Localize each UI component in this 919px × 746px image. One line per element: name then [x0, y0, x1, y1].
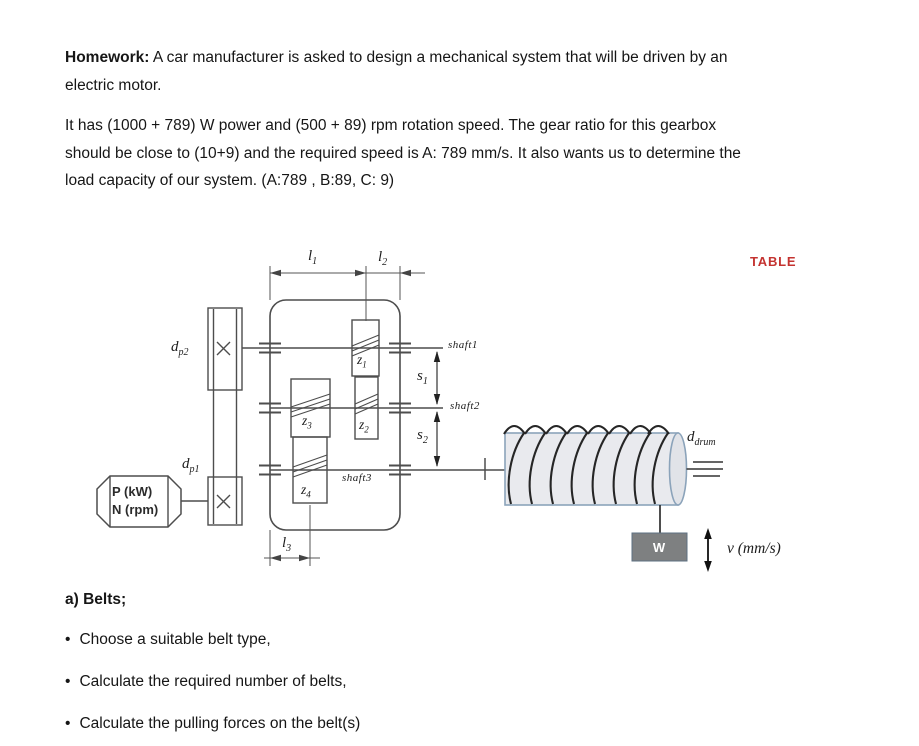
homework-label: Homework:	[65, 49, 150, 66]
dimension-l1-l2	[270, 266, 425, 321]
label-l2: $l_2$	[378, 249, 388, 268]
pulley-dp1-center-mark	[217, 495, 230, 508]
bullet-marker: •	[65, 715, 71, 732]
label-z2: $z_2$	[359, 417, 369, 435]
bullet-text: Calculate the required number of belts,	[79, 673, 347, 690]
dimension-l3	[264, 505, 320, 566]
motor-label	[112, 483, 158, 519]
motor-speed: N (rpm)	[112, 502, 159, 517]
label-l3: $l_3$	[282, 535, 292, 554]
drum-end-cap	[670, 433, 687, 505]
bearing-symbols	[259, 344, 411, 475]
label-velocity: v (mm/s)	[727, 540, 781, 557]
velocity-arrow	[704, 528, 712, 572]
specs-line3: load capacity of our system. (A:789 , B:89, C: 9)	[65, 172, 395, 189]
table-link[interactable]: TABLE	[750, 254, 797, 269]
label-z3: $z_3$	[302, 413, 312, 431]
bullet-text: Choose a suitable belt type,	[79, 631, 271, 648]
belt-lines	[214, 309, 237, 524]
section-a-heading: a) Belts;	[65, 591, 127, 608]
specs-line1: It has (1000 + 789) W power and (500 + 89) rpm rotation speed. The gear ratio for this gearbox	[65, 117, 717, 134]
label-s1: $s_1$	[417, 368, 428, 387]
bullet-marker: •	[65, 631, 71, 648]
intro-line2: electric motor.	[65, 76, 162, 94]
label-dp2: $d_{p2}$	[171, 339, 189, 358]
label-dp1: $d_{p1}$	[182, 456, 200, 475]
label-shaft3: shaft3	[342, 472, 372, 484]
bullet-item	[65, 715, 360, 733]
bullet-marker: •	[65, 673, 71, 690]
drum-support	[687, 462, 724, 476]
motor-power: P (kW)	[112, 484, 153, 499]
intro-line1: A car manufacturer is asked to design a mechanical system that will be driven by an	[149, 49, 728, 66]
label-l1: $l_1$	[308, 248, 318, 267]
bullet-item	[65, 673, 347, 691]
dimension-s2	[434, 411, 440, 467]
label-z4: $z_4$	[301, 482, 311, 500]
label-shaft2: shaft2	[450, 400, 480, 412]
dimension-s1	[434, 351, 440, 405]
pulley-dp2-center-mark	[217, 342, 230, 355]
specs-line2: should be close to (10+9) and the required speed is A: 789 mm/s. It also wants us to determine the	[65, 144, 741, 162]
weight-letter: W	[652, 539, 667, 555]
gearbox-outline	[270, 300, 400, 530]
bullet-item	[65, 631, 271, 649]
label-shaft1: shaft1	[448, 339, 478, 351]
bullet-text: Calculate the pulling forces on the belt(s)	[79, 715, 361, 732]
label-ddrum: $d_{drum}$	[687, 429, 716, 448]
label-z1: $z_1$	[357, 352, 367, 370]
label-s2: $s_2$	[417, 427, 428, 446]
